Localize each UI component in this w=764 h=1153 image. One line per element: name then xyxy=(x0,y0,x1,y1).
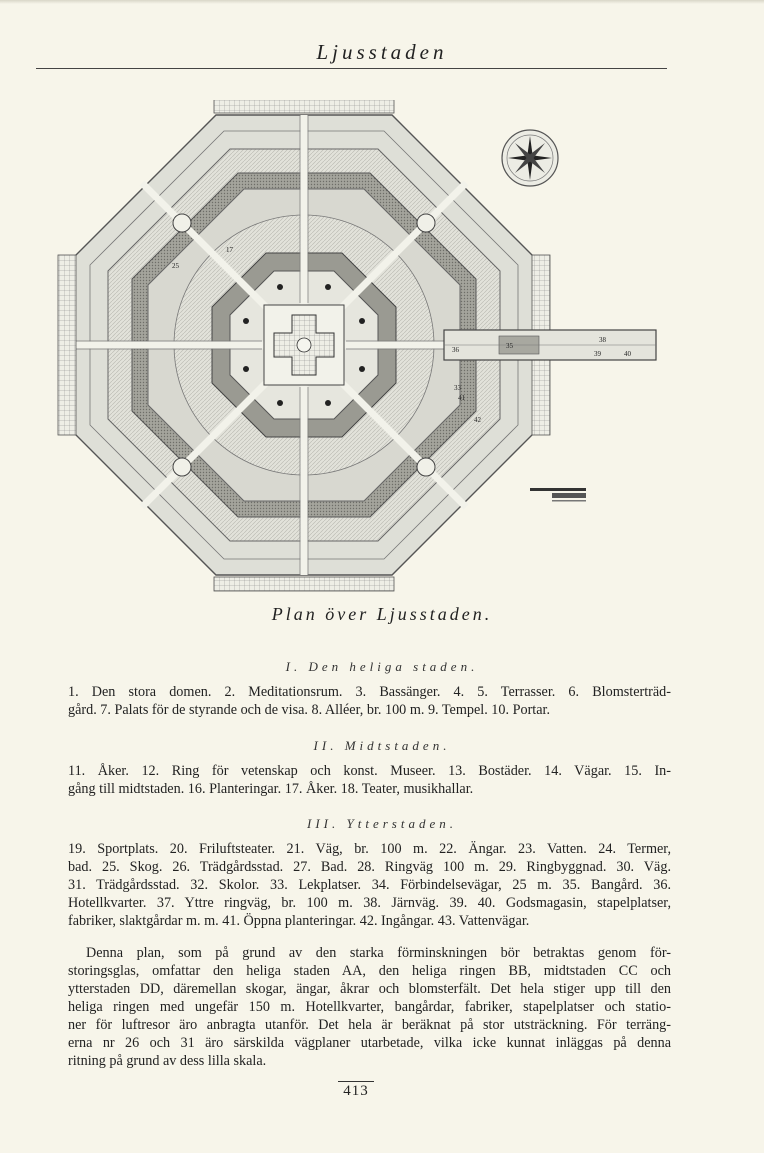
section-heading-heliga: I. Den heliga staden. xyxy=(285,659,479,674)
body-line: ytterstaden DD, däremellan skogar, ängar, åkrar och blomsterfält. Det hela stiger upp till den xyxy=(68,981,671,997)
body-line: Denna plan, som på grund av den starka förminskningen bör betraktas genom för- xyxy=(86,945,671,961)
body-line: storingsglas, omfattar den heliga staden AA, den heliga ringen BB, midtstaden CC och xyxy=(68,963,671,979)
svg-text:40: 40 xyxy=(624,350,631,358)
svg-text:25: 25 xyxy=(172,262,179,270)
legend-line: 11. Åker. 12. Ring för vetenskap och konst. Museer. 13. Bostäder. 14. Vägar. 15. In- xyxy=(68,763,671,779)
page-edge xyxy=(0,0,764,4)
city-plan-drawing xyxy=(44,100,664,600)
svg-text:38: 38 xyxy=(599,336,606,344)
legend-line: gård. 7. Palats för de styrande och de visa. 8. Alléer, br. 100 m. 9. Tempel. 10. Portar. xyxy=(68,702,551,718)
legend-line: 31. Trädgårdsstad. 32. Skolor. 33. Lekplatser. 34. Förbindelsevägar, 25 m. 35. Bangård. 36. xyxy=(68,877,671,893)
svg-text:39: 39 xyxy=(594,350,601,358)
city-plan-figure xyxy=(44,100,664,600)
section-heading-midtstaden: II. Midtstaden. xyxy=(313,738,451,753)
legend-line: bad. 25. Skog. 26. Trädgårdsstad. 27. Bad. 28. Ringväg 100 m. 29. Ringbyggnad. 30. Väg. xyxy=(68,859,671,875)
legend-line: fabriker, slaktgårdar m. m. 41. Öppna planteringar. 42. Ingångar. 43. Vattenvägar. xyxy=(68,913,530,929)
legend-list-ytterstaden xyxy=(68,840,671,930)
body-line: ner för luftresor äro anbragta utanför. Det hela är beräknat på stor utsträckning. För terräng- xyxy=(68,1017,671,1033)
legend-line: 1. Den stora domen. 2. Meditationsrum. 3. Bassänger. 4. 5. Terrasser. 6. Blomsterträd- xyxy=(68,684,671,700)
section-heading-ytterstaden: III. Ytterstaden. xyxy=(307,816,457,831)
header-rule xyxy=(36,68,667,69)
scale-bar xyxy=(530,488,586,502)
legend-line: 19. Sportplats. 20. Friluftsteater. 21. Väg, br. 100 m. 22. Ängar. 23. Vatten. 24. Termer, xyxy=(68,841,671,857)
svg-text:35: 35 xyxy=(506,342,513,350)
legend-list-heliga xyxy=(68,683,671,719)
compass-rose-icon xyxy=(502,130,558,186)
legend-line: gång till midtstaden. 16. Planteringar. 17. Åker. 18. Teater, musikhallar. xyxy=(68,781,474,797)
body-line: ritning på grund av dess lilla skala. xyxy=(68,1053,267,1069)
figure-caption: Plan över Ljusstaden. xyxy=(271,604,493,624)
svg-text:42: 42 xyxy=(474,416,481,424)
legend-list-midtstaden xyxy=(68,762,671,798)
svg-text:36: 36 xyxy=(452,346,459,354)
railway-extension xyxy=(444,330,656,360)
legend-line: Hotellkvarter. 37. Yttre ringväg, br. 100 m. 38. Järnväg. 39. 40. Godsmagasin, stapelplatser, xyxy=(68,895,671,911)
svg-text:17: 17 xyxy=(226,246,233,254)
running-head: Ljusstaden xyxy=(316,40,448,64)
body-line: heliga ringen med ungefär 150 m. Hotellkvarter, bangårdar, fabriker, stapelplatser och statio- xyxy=(68,999,671,1015)
svg-text:41: 41 xyxy=(458,394,465,402)
footer-rule xyxy=(338,1081,374,1082)
body-paragraph xyxy=(68,944,671,1070)
svg-text:33: 33 xyxy=(454,384,461,392)
body-line: erna nr 26 och 31 äro särskilda vägplaner utarbetade, vilka icke kunnat inläggas på denna xyxy=(68,1035,671,1051)
page-number: 413 xyxy=(343,1083,369,1099)
